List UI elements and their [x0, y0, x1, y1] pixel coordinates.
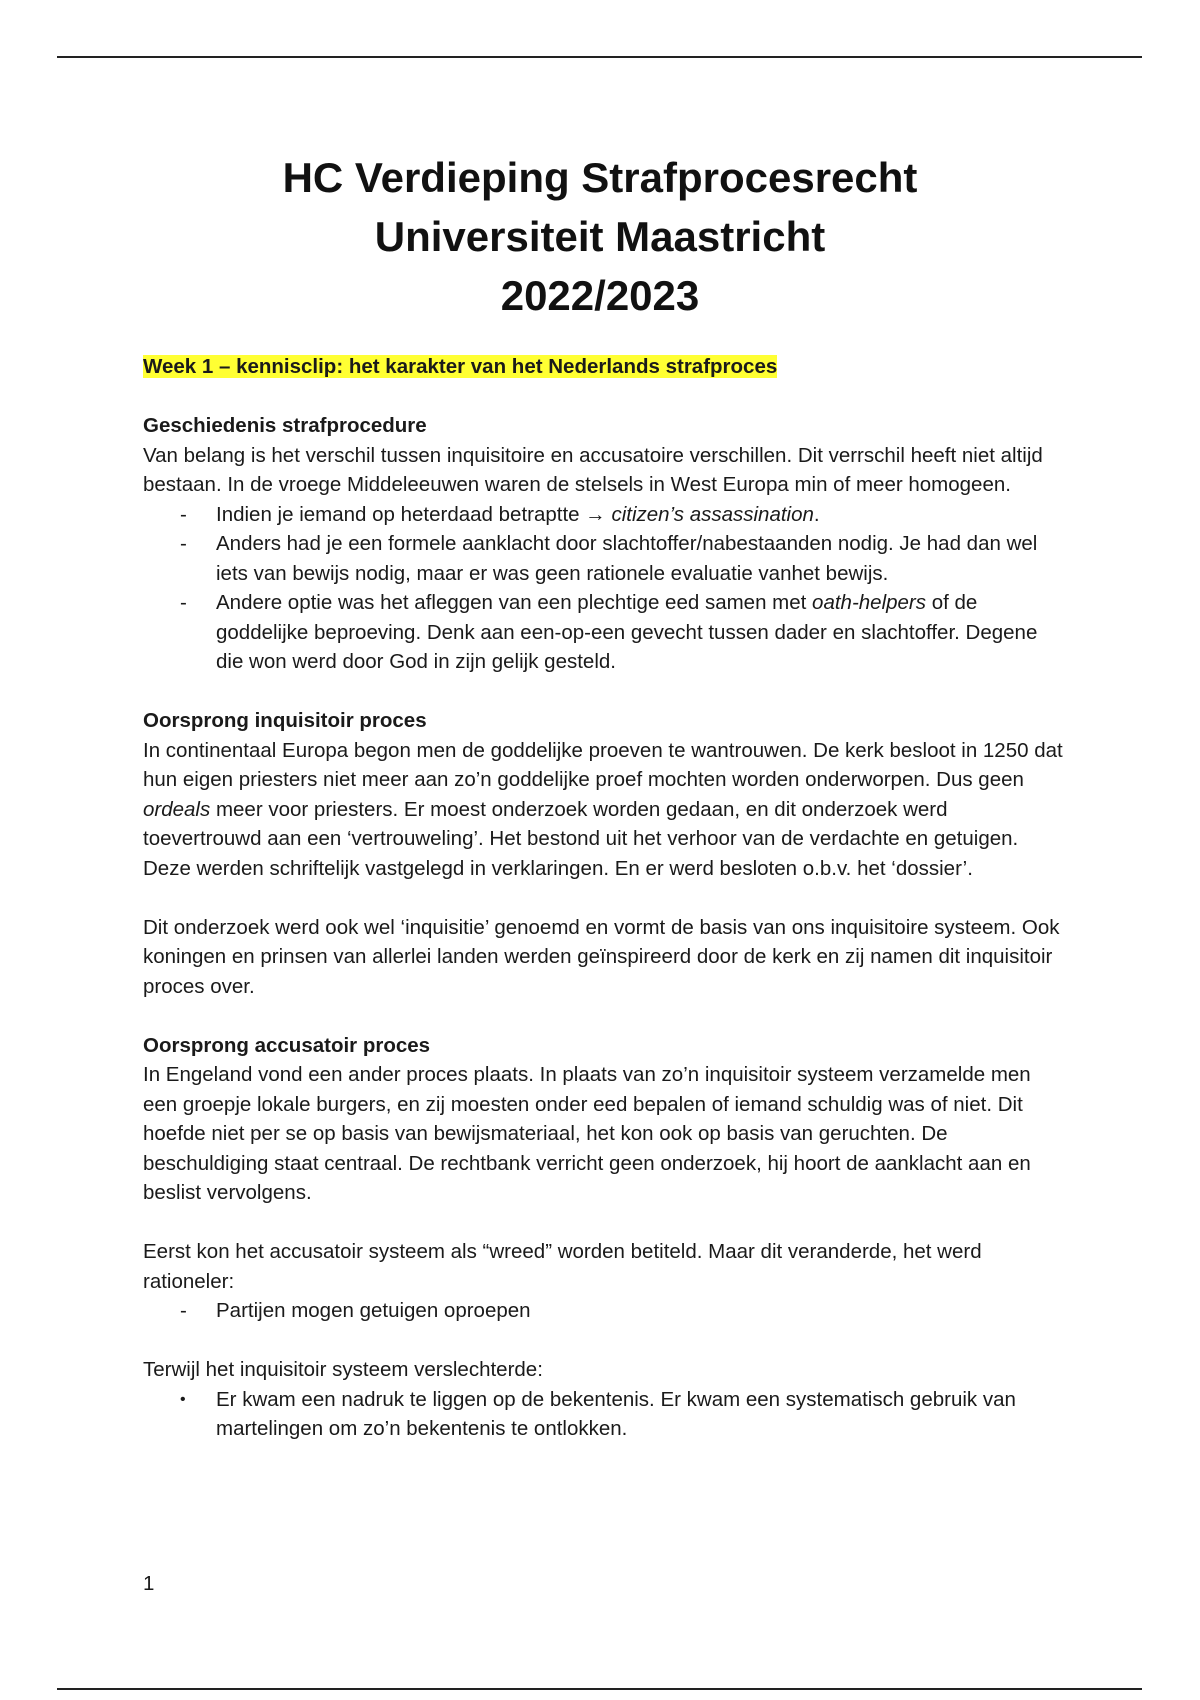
paragraph: In continentaal Europa begon men de goddelijke proeven te wantrouwen. De kerk besloot in 1250 dat hun eigen priesters niet meer aan zo’n goddelijke proef mochten worden onderworpen. Dus geen ordeals meer voor priesters. Er moest onderzoek worden gedaan, en dit onderzoek werd toevertrouwd aan een ‘vertrouweling’. Het bestond uit het verhoor van de verdachte en getuigen. Deze werden schriftelijk vastgelegd in verklaringen. En er werd besloten o.b.v. het ‘dossier’. [143, 738, 1063, 880]
section-heading-inquisitoir: Oorsprong inquisitoir proces [143, 709, 427, 732]
document-body [143, 352, 1063, 1444]
list-item: - Partijen mogen getuigen oproepen [143, 1296, 1063, 1326]
list-item: - Indien je iemand op heterdaad betraptte → citizen’s assassination. [143, 500, 1063, 530]
paragraph: In Engeland vond een ander proces plaats. In plaats van zo’n inquisitoir systeem verzamelde men een groepje lokale burgers, en zij moesten onder eed bepalen of iemand schuldig was of niet. Dit hoefde niet per se op basis van bewijsmateriaal, het kon ook op basis van geruchten. De beschuldiging staat centraal. De rechtbank verricht geen onderzoek, hij hoort de aanklacht aan en beslist vervolgens. [143, 1063, 1031, 1204]
paragraph: Dit onderzoek werd ook wel ‘inquisitie’ genoemd en vormt de basis van ons inquisitoire systeem. Ook koningen en prinsen van allerlei landen werden geïnspireerd door de kerk en zij namen dit inquisitoir proces over. [143, 915, 1060, 998]
footer-rule [57, 1688, 1142, 1690]
paragraph: Eerst kon het accusatoir systeem als “wreed” worden betiteld. Maar dit veranderde, het werd rationeler: [143, 1240, 982, 1293]
dash-marker: - [180, 591, 187, 614]
header-rule [57, 56, 1142, 58]
title-line-2: Universiteit Maastricht [374, 213, 826, 260]
list-item: - Andere optie was het afleggen van een plechtige eed samen met oath-helpers of de goddelijke beproeving. Denk aan een-op-een gevecht tussen dader en slachtoffer. Degene die won werd door God in zijn gelijk gesteld. [143, 588, 1063, 677]
paragraph: Terwijl het inquisitoir systeem verslechterde: [143, 1358, 543, 1381]
week-heading: Week 1 – kennisclip: het karakter van het Nederlands strafproces [143, 355, 778, 378]
section-heading-geschiedenis: Geschiedenis strafprocedure [143, 414, 427, 437]
dash-list [143, 1296, 1063, 1326]
title-line-3: 2022/2023 [500, 272, 700, 319]
dash-marker: - [180, 532, 187, 555]
title-line-1: HC Verdieping Strafprocesrecht [282, 154, 918, 201]
dash-marker: - [180, 502, 187, 526]
bullet-list [143, 1385, 1063, 1444]
bullet-marker: • [180, 1390, 186, 1408]
list-item: • Er kwam een nadruk te liggen op de bekentenis. Er kwam een systematisch gebruik van martelingen om zo’n bekentenis te ontlokken. [143, 1385, 1063, 1444]
document-title [0, 148, 1200, 325]
page-number: 1 [143, 1572, 155, 1595]
list-item: - Anders had je een formele aanklacht door slachtoffer/nabestaanden nodig. Je had dan wel iets van bewijs nodig, maar er was geen rationele evaluatie vanhet bewijs. [143, 529, 1063, 588]
dash-marker: - [180, 1299, 187, 1322]
section-heading-accusatoir: Oorsprong accusatoir proces [143, 1033, 431, 1057]
paragraph: Van belang is het verschil tussen inquisitoire en accusatoire verschillen. Dit verrschil heeft niet altijd bestaan. In de vroege Middeleeuwen waren de stelsels in West Europa min of meer homogeen. [143, 443, 1043, 496]
dash-list [143, 500, 1063, 677]
